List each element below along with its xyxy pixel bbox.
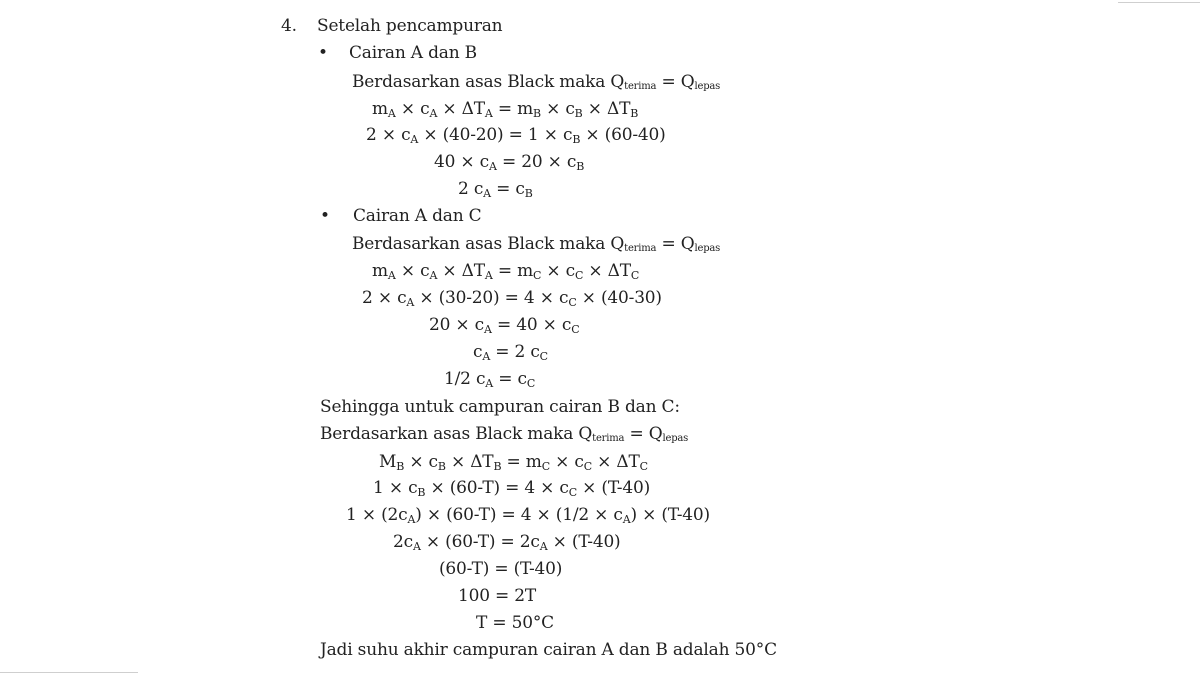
ab-equation-1: $m_A \times c_A \times \Delta T_A = m_B \times c_B \times \Delta T_B$ bbox=[372, 99, 639, 120]
ac-equation-1: $m_A \times c_A \times \Delta T_A = m_C \times c_C \times \Delta T_C$ bbox=[372, 261, 640, 282]
ab-equation-3: $40 \times c_A = 20 \times c_B$ bbox=[434, 152, 585, 173]
section-number: 4. bbox=[281, 16, 297, 36]
bullet-ab: • bbox=[318, 43, 329, 63]
ab-equation-2: $2 \times c_A \times (40-20) = 1 \times c_B \times (60-40)$ bbox=[366, 125, 666, 146]
heading-ac: Cairan A dan C bbox=[353, 206, 482, 226]
ac-equation-3: $20 \times c_A = 40 \times c_C$ bbox=[429, 315, 580, 336]
ac-equation-5: 1/2 $c_A = c_C$ bbox=[444, 369, 536, 390]
ac-equation-4: $c_A = 2$ $c_C$ bbox=[473, 342, 548, 363]
principle-bc: Berdasarkan asas Black maka $Q_{terima} = Q_{lepas}$ bbox=[320, 424, 689, 444]
section-title: Setelah pencampuran bbox=[317, 16, 503, 36]
bc-equation-4: $2c_A \times (60-T) = 2c_A \times (T-40)$ bbox=[393, 532, 621, 553]
ac-equation-2: $2 \times c_A \times (30-20) = 4 \times c_C \times (40-30)$ bbox=[362, 288, 662, 309]
ab-equation-4: 2 $c_A = c_B$ bbox=[458, 179, 533, 200]
bc-intro: Sehingga untuk campuran cairan B dan C: bbox=[320, 397, 680, 417]
principle-ac: Berdasarkan asas Black maka $Q_{terima} = Q_{lepas}$ bbox=[352, 234, 721, 254]
bullet-ac: • bbox=[320, 206, 331, 226]
bc-equation-1: $M_B \times c_B \times \Delta T_B = m_C \times c_C \times \Delta T_C$ bbox=[379, 452, 648, 473]
heading-ab: Cairan A dan B bbox=[349, 43, 477, 63]
bottom-left-rule bbox=[0, 672, 138, 673]
top-right-rule bbox=[1118, 2, 1200, 3]
bc-equation-3: $1 \times (2c_A) \times (60-T) = 4 \times (1/2 \times c_A) \times (T-40)$ bbox=[346, 505, 710, 526]
bc-equation-6: 100 = 2T bbox=[458, 586, 537, 606]
principle-ab: Berdasarkan asas Black maka $Q_{terima} = Q_{lepas}$ bbox=[352, 72, 721, 92]
bc-equation-7: T = 50°C bbox=[476, 613, 554, 633]
bc-equation-5: (60-T) = (T-40) bbox=[439, 559, 563, 579]
conclusion: Jadi suhu akhir campuran cairan A dan B adalah 50°C bbox=[320, 640, 777, 660]
bc-equation-2: $1 \times c_B \times (60-T) = 4 \times c_C \times (T-40)$ bbox=[373, 478, 651, 499]
